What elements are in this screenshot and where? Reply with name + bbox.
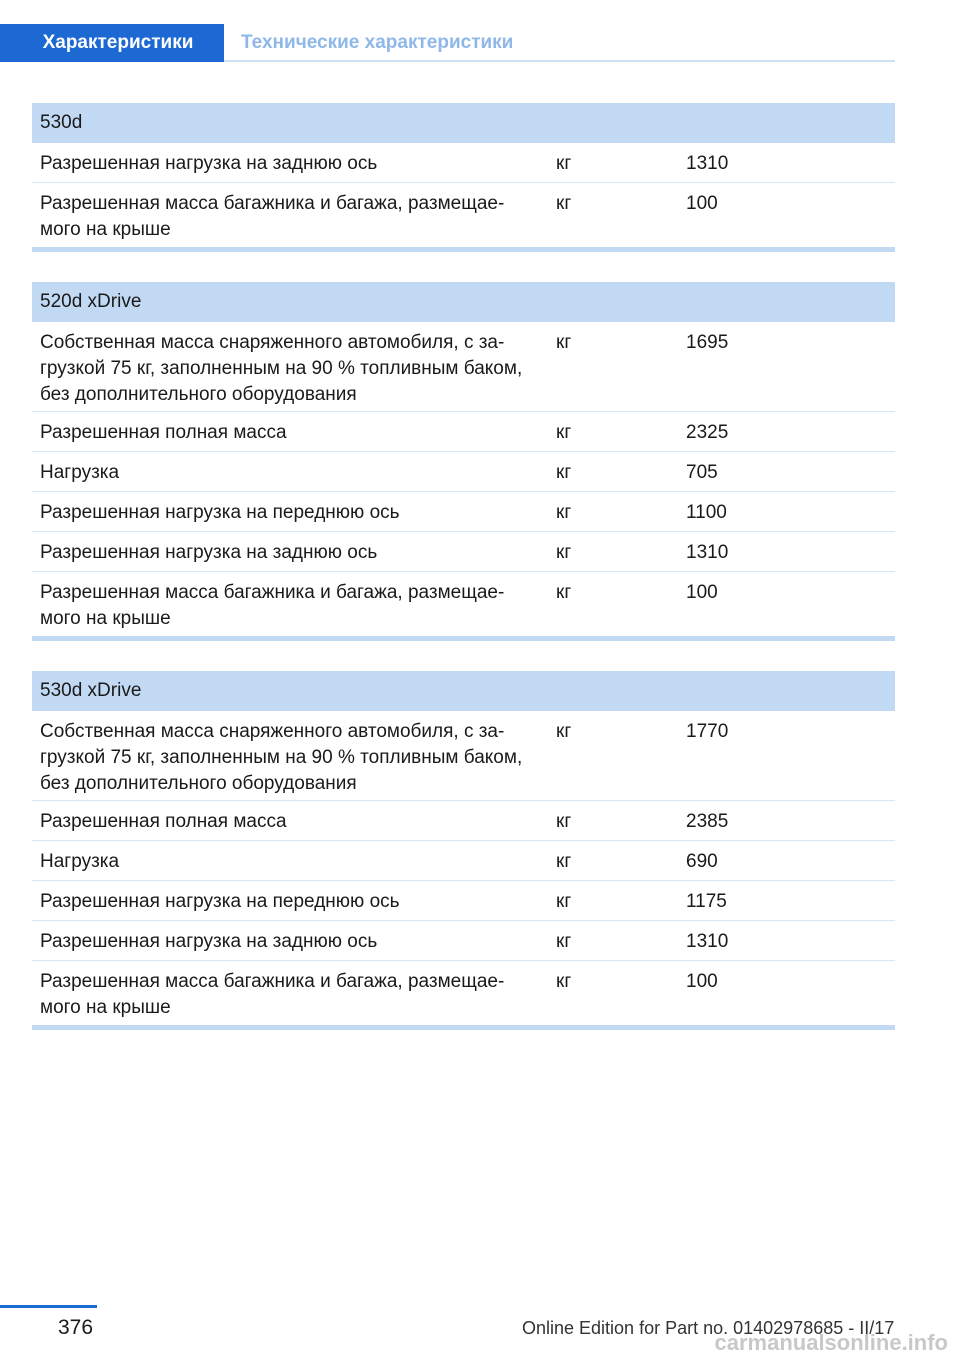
table-row (32, 143, 895, 183)
table-row (32, 961, 895, 1025)
page-number: 376 (58, 1316, 94, 1339)
row-label: Разрешенная нагрузка на заднюю ось (40, 153, 378, 174)
row-value: 100 (686, 582, 718, 603)
row-label: Разрешенная полная масса (40, 422, 287, 443)
table-row (32, 412, 895, 452)
page-header (0, 24, 895, 62)
row-unit: кг (556, 502, 572, 523)
row-unit: кг (556, 721, 572, 742)
row-unit: кг (556, 891, 572, 912)
row-value: 705 (686, 462, 718, 483)
table-end-rule (32, 1025, 895, 1030)
row-value: 2385 (686, 811, 729, 832)
row-label: Разрешенная нагрузка на переднюю ось (40, 502, 400, 523)
header-divider (224, 60, 895, 62)
row-value: 1695 (686, 332, 729, 353)
subsection-title: Технические характеристики (241, 32, 514, 53)
table-row (32, 841, 895, 881)
section-tab: Характеристики (0, 24, 224, 62)
row-unit: кг (556, 422, 572, 443)
watermark: carmanualsonline.info (714, 1330, 948, 1355)
row-value: 690 (686, 851, 718, 872)
row-unit: кг (556, 851, 572, 872)
row-label: Нагрузка (40, 462, 120, 483)
row-unit: кг (556, 542, 572, 563)
row-label: Разрешенная полная масса (40, 811, 287, 832)
table-end-rule (32, 247, 895, 252)
table-row (32, 183, 895, 247)
row-label: Разрешенная масса багажника и багажа, размещае‐мого на крыше (40, 971, 505, 1018)
row-value: 1175 (686, 891, 727, 912)
row-unit: кг (556, 582, 572, 603)
row-value: 1770 (686, 721, 729, 742)
row-value: 1310 (686, 931, 729, 952)
spec-table-520d-xdrive (32, 282, 895, 641)
table-row (32, 492, 895, 532)
table-row (32, 532, 895, 572)
table-model-heading: 530d xDrive (32, 671, 895, 711)
table-row (32, 921, 895, 961)
row-unit: кг (556, 193, 572, 214)
row-value: 100 (686, 971, 718, 992)
row-value: 1310 (686, 153, 729, 174)
table-row (32, 711, 895, 801)
table-row (32, 801, 895, 841)
table-row (32, 322, 895, 412)
table-end-rule (32, 636, 895, 641)
table-model-heading: 530d (32, 103, 895, 143)
table-row (32, 452, 895, 492)
row-unit: кг (556, 811, 572, 832)
row-label: Разрешенная масса багажника и багажа, размещае‐мого на крыше (40, 193, 505, 240)
row-label: Разрешенная нагрузка на заднюю ось (40, 542, 378, 563)
row-label: Разрешенная нагрузка на переднюю ось (40, 891, 400, 912)
spec-table-530d-xdrive (32, 671, 895, 1030)
row-value: 1310 (686, 542, 729, 563)
row-unit: кг (556, 462, 572, 483)
table-row (32, 572, 895, 636)
footer-accent-line (0, 1305, 97, 1308)
row-unit: кг (556, 153, 572, 174)
row-label: Собственная масса снаряженного автомобиля, с за‐грузкой 75 кг, заполненным на 90 % топливным баком, без дополнительного оборудования (40, 332, 523, 405)
row-unit: кг (556, 931, 572, 952)
table-row (32, 881, 895, 921)
row-value: 2325 (686, 422, 729, 443)
row-label: Разрешенная масса багажника и багажа, размещае‐мого на крыше (40, 582, 505, 629)
spec-table-530d (32, 103, 895, 252)
edition-note: Online Edition for Part no. 01402978685 - II/17 (522, 1318, 895, 1338)
row-unit: кг (556, 332, 572, 353)
table-model-heading: 520d xDrive (32, 282, 895, 322)
row-value: 100 (686, 193, 718, 214)
row-label: Собственная масса снаряженного автомобиля, с за‐грузкой 75 кг, заполненным на 90 % топливным баком, без дополнительного оборудования (40, 721, 523, 794)
row-unit: кг (556, 971, 572, 992)
row-label: Нагрузка (40, 851, 120, 872)
row-label: Разрешенная нагрузка на заднюю ось (40, 931, 378, 952)
row-value: 1100 (686, 502, 727, 523)
